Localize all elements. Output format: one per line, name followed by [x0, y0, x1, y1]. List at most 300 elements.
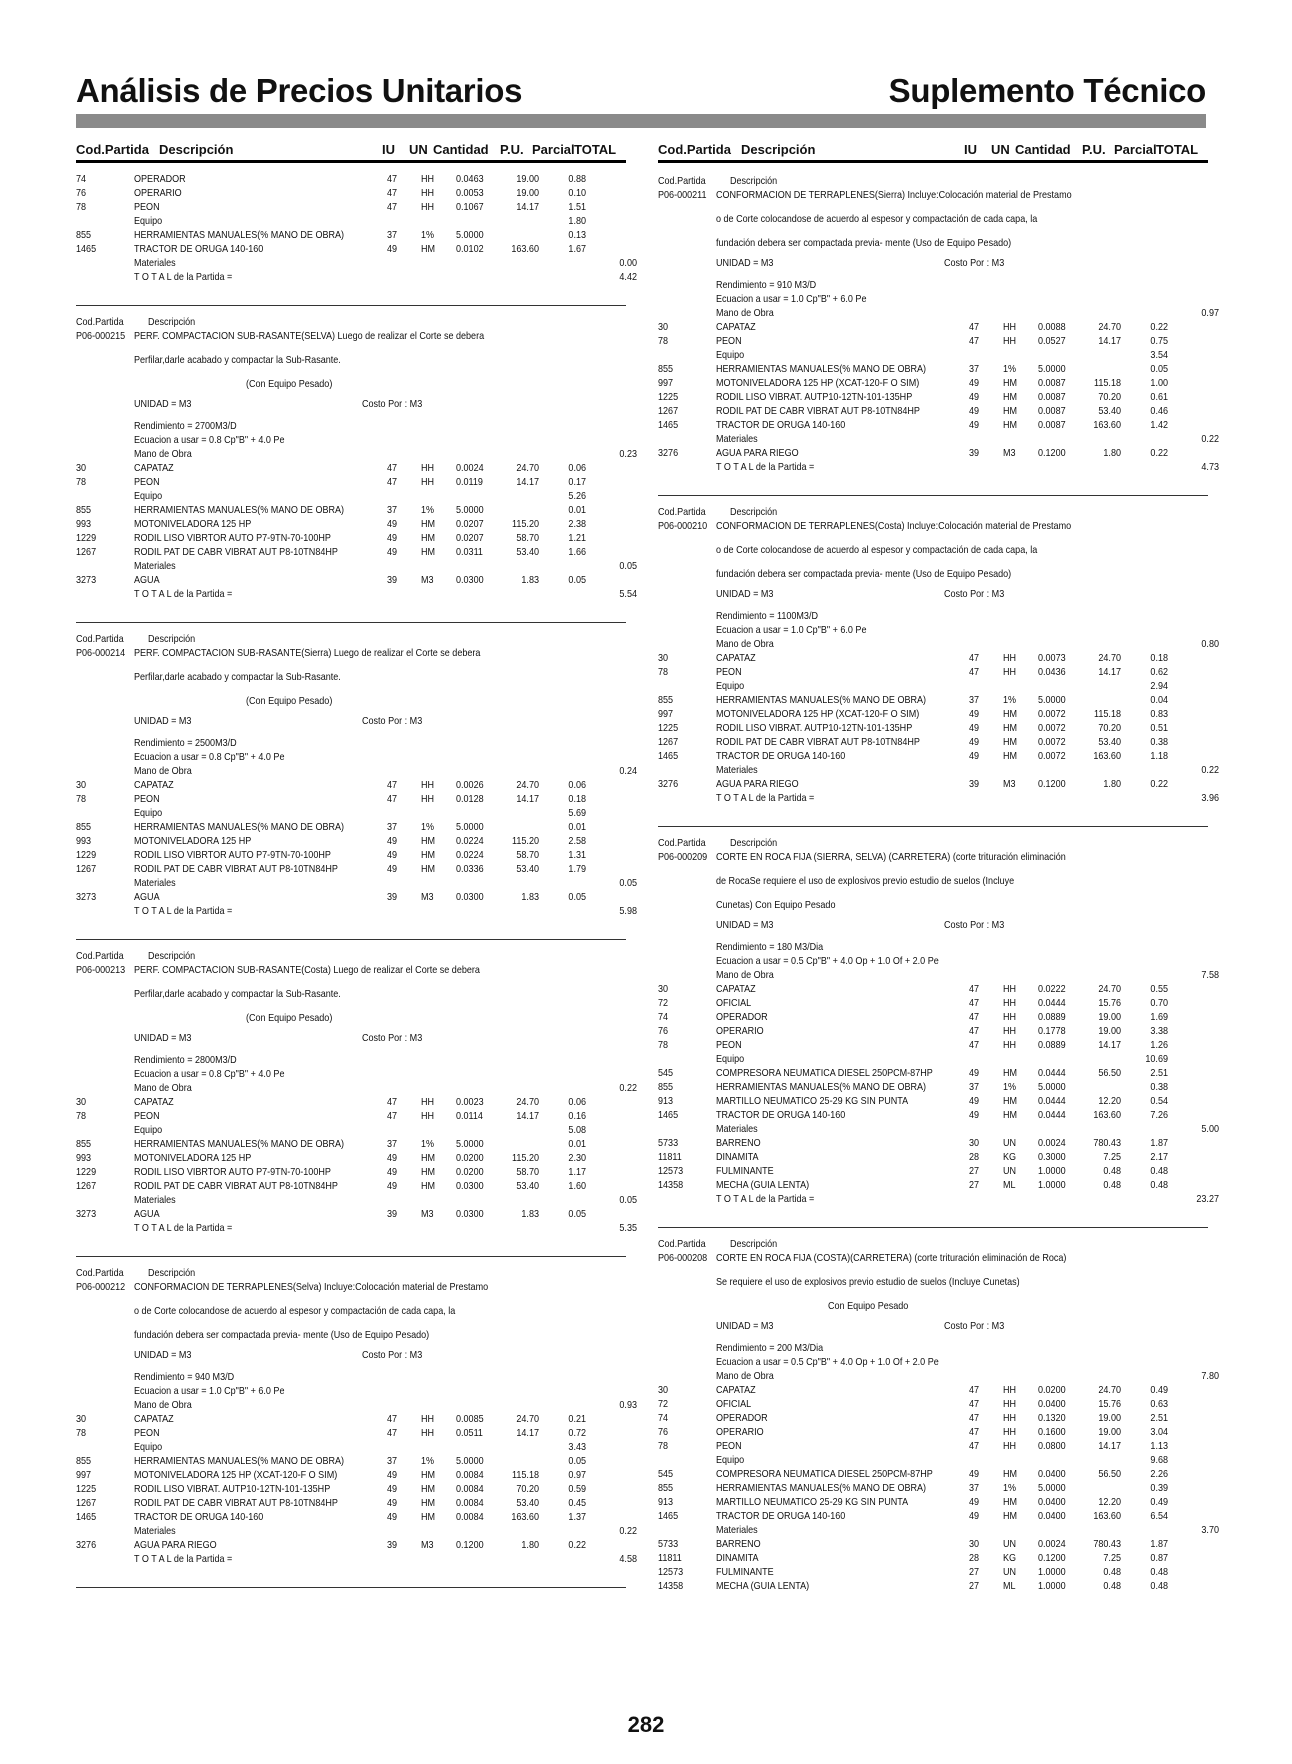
mano-de-obra-total: 0.24	[619, 765, 637, 777]
row-description: DINAMITA	[715, 1151, 759, 1163]
row-total: 5.00	[1201, 1123, 1219, 1135]
partida-description: CORTE EN ROCA FIJA (COSTA)(CARRETERA) (corte trituración eliminación de Roca)	[715, 1252, 1067, 1264]
row-description: HERRAMIENTAS MANUALES(% MANO DE OBRA)	[715, 694, 927, 706]
partida-description-2: Perfilar,darle acabado y compactar la Sub-Rasante.	[133, 671, 341, 683]
col-iu: IU	[382, 142, 395, 157]
row-pu: 24.70	[1098, 652, 1121, 664]
row-un: HH	[1002, 666, 1017, 678]
row-code: 1465	[658, 750, 679, 762]
row-code: 78	[658, 335, 669, 347]
mano-de-obra-label: Mano de Obra	[715, 1370, 774, 1382]
row-code: 3276	[76, 1539, 97, 1551]
row-code: 1465	[76, 243, 97, 255]
col-un: UN	[409, 142, 428, 157]
row-code: 855	[76, 229, 92, 241]
row-cantidad: 0.0200	[455, 1152, 484, 1164]
row-iu: 37	[386, 504, 398, 516]
row-iu: 47	[968, 997, 980, 1009]
row-pu: 1.80	[1103, 778, 1121, 790]
partida-desc-label: Descripción	[147, 633, 196, 645]
row-cantidad: 5.0000	[1037, 363, 1066, 375]
partida-title	[76, 964, 626, 978]
row-parcial: 0.21	[568, 1413, 586, 1425]
row-description: PEON	[715, 335, 742, 347]
row-parcial: 0.18	[1150, 652, 1168, 664]
row-code: 545	[658, 1067, 674, 1079]
col-total: TOTAL	[1156, 142, 1199, 157]
row-code: 1465	[76, 1511, 97, 1523]
mano-de-obra-total: 0.80	[1201, 638, 1219, 650]
partida-label: Cod.Partida	[658, 837, 706, 849]
partida-description: PERF. COMPACTACION SUB-RASANTE(Sierra) Luego de realizar el Corte se debera	[133, 647, 481, 659]
subtotal-row	[658, 461, 1219, 475]
row-pu: 19.00	[516, 173, 539, 185]
row-iu: 47	[968, 1426, 980, 1438]
row-parcial: 0.59	[568, 1483, 586, 1495]
table-row	[658, 1552, 1208, 1566]
table-row	[76, 1413, 626, 1427]
partida-label: Cod.Partida	[76, 633, 124, 645]
row-iu: 47	[386, 1413, 398, 1425]
row-un: HH	[1002, 1384, 1017, 1396]
row-code: 14358	[658, 1580, 684, 1592]
row-un: HH	[420, 779, 435, 791]
table-row	[658, 405, 1208, 419]
row-cantidad: 0.0800	[1037, 1440, 1066, 1452]
table-row	[76, 1166, 626, 1180]
row-parcial: 1.51	[568, 201, 586, 213]
table-row	[658, 1039, 1208, 1053]
partida-labels	[76, 950, 626, 964]
row-cantidad: 5.0000	[455, 504, 484, 516]
row-parcial: 0.22	[568, 1539, 586, 1551]
row-parcial: 0.70	[1150, 997, 1168, 1009]
row-description: COMPRESORA NEUMATICA DIESEL 250PCM-87HP	[715, 1067, 933, 1079]
subtotal-row	[76, 1441, 626, 1455]
row-un: M3	[420, 574, 434, 586]
table-row	[76, 1110, 626, 1124]
row-cantidad: 0.0085	[455, 1413, 484, 1425]
row-code: 1229	[76, 1166, 97, 1178]
row-description: MECHA (GUIA LENTA)	[715, 1179, 810, 1191]
row-description: Materiales	[715, 1524, 758, 1536]
row-description: HERRAMIENTAS MANUALES(% MANO DE OBRA)	[133, 1138, 345, 1150]
table-row	[658, 983, 1208, 997]
row-parcial: 0.83	[1150, 708, 1168, 720]
row-code: 14358	[658, 1179, 684, 1191]
table-row	[658, 1137, 1208, 1151]
row-code: 72	[658, 997, 669, 1009]
row-description: T O T A L de la Partida =	[715, 1193, 815, 1205]
row-cantidad: 0.0224	[455, 849, 484, 861]
partida-description-3: (Con Equipo Pesado)	[245, 378, 333, 390]
unidad: UNIDAD = M3	[715, 588, 774, 600]
row-parcial: 1.13	[1150, 1440, 1168, 1452]
row-cantidad: 1.0000	[1037, 1179, 1066, 1191]
row-code: 1267	[76, 863, 97, 875]
row-code: 76	[76, 187, 87, 199]
row-parcial: 0.01	[568, 821, 586, 833]
row-iu: 47	[386, 462, 398, 474]
row-cantidad: 0.0300	[455, 574, 484, 586]
row-parcial: 3.43	[568, 1441, 586, 1453]
row-description: Equipo	[715, 1454, 745, 1466]
table-row	[76, 835, 626, 849]
unidad: UNIDAD = M3	[133, 715, 192, 727]
row-iu: 49	[968, 377, 980, 389]
partida-description-2: de RocaSe requiere el uso de explosivos previo estudio de suelos (Incluye	[715, 875, 1015, 887]
col-parcial: Parcial	[532, 142, 575, 157]
row-description: Equipo	[715, 1053, 745, 1065]
row-code: 855	[76, 1455, 92, 1467]
row-cantidad: 0.0087	[1037, 391, 1066, 403]
row-code: 997	[658, 708, 674, 720]
mano-de-obra-total: 0.22	[619, 1082, 637, 1094]
row-description: RODIL PAT DE CABR VIBRAT AUT P8-10TN84HP	[715, 405, 920, 417]
row-parcial: 0.39	[1150, 1482, 1168, 1494]
partida-label: Cod.Partida	[76, 1267, 124, 1279]
table-row	[76, 476, 626, 490]
partida-description: CONFORMACION DE TERRAPLENES(Selva) Incluye:Colocación material de Prestamo	[133, 1281, 489, 1293]
table-row	[658, 447, 1208, 461]
mano-de-obra-line	[76, 1082, 637, 1096]
row-un: 1%	[420, 504, 435, 516]
row-description: RODIL LISO VIBRTOR AUTO P7-9TN-70-100HP	[133, 532, 331, 544]
row-parcial: 2.58	[568, 835, 586, 847]
row-iu: 49	[386, 849, 398, 861]
ecuacion: Ecuacion a usar = 0.8 Cp"B" + 4.0 Pe	[133, 1068, 285, 1080]
row-code: 30	[658, 983, 669, 995]
row-pu: 14.17	[516, 476, 539, 488]
row-un: HM	[1002, 1468, 1018, 1480]
row-pu: 163.60	[511, 243, 539, 255]
row-parcial: 0.61	[1150, 391, 1168, 403]
partida-desc-2	[76, 988, 626, 1002]
row-code: 78	[76, 201, 87, 213]
mano-de-obra-total: 0.97	[1201, 307, 1219, 319]
column-header	[76, 140, 626, 163]
row-cantidad: 0.0072	[1037, 750, 1066, 762]
row-pu: 115.20	[512, 1152, 539, 1164]
row-un: M3	[1002, 447, 1016, 459]
row-parcial: 0.49	[1150, 1496, 1168, 1508]
mano-de-obra-line	[658, 1370, 1219, 1384]
row-cantidad: 5.0000	[1037, 1081, 1066, 1093]
header-right-title: Suplemento Técnico	[888, 72, 1206, 109]
row-un: HM	[1002, 1095, 1018, 1107]
table-row	[76, 546, 626, 560]
row-description: CAPATAZ	[133, 1413, 174, 1425]
row-iu: 49	[386, 863, 398, 875]
partida-block	[658, 827, 1219, 1228]
partida-description-3: fundación debera ser compactada previa- mente (Uso de Equipo Pesado)	[715, 237, 1012, 249]
table-row	[76, 1208, 626, 1222]
unidad: UNIDAD = M3	[133, 398, 192, 410]
row-cantidad: 0.0224	[455, 835, 484, 847]
costo-por: Costo Por : M3	[361, 1032, 423, 1044]
row-un: HH	[420, 201, 435, 213]
row-code: 78	[658, 666, 669, 678]
table-row	[76, 1469, 626, 1483]
subtotal-row	[76, 215, 626, 229]
row-cantidad: 0.0889	[1037, 1011, 1066, 1023]
row-iu: 47	[386, 1427, 398, 1439]
row-pu: 19.00	[1098, 1025, 1121, 1037]
row-code: 30	[76, 462, 87, 474]
row-un: 1%	[1002, 694, 1017, 706]
row-parcial: 2.51	[1150, 1412, 1168, 1424]
row-code: 855	[76, 504, 92, 516]
row-pu: 53.40	[516, 546, 539, 558]
row-pu: 19.00	[516, 187, 539, 199]
row-iu: 47	[386, 476, 398, 488]
row-pu: 14.17	[1098, 1440, 1121, 1452]
partida-code: P06-000213	[76, 964, 126, 976]
row-pu: 15.76	[1098, 997, 1121, 1009]
row-parcial: 6.54	[1150, 1510, 1168, 1522]
row-iu: 49	[386, 546, 398, 558]
table-row	[658, 335, 1208, 349]
row-parcial: 1.69	[1150, 1011, 1168, 1023]
row-un: HM	[1002, 1496, 1018, 1508]
row-parcial: 0.06	[568, 1096, 586, 1108]
row-description: TRACTOR DE ORUGA 140-160	[715, 1510, 846, 1522]
row-code: 30	[658, 652, 669, 664]
row-un: HH	[420, 1413, 435, 1425]
table-row	[76, 863, 626, 877]
row-parcial: 0.48	[1150, 1179, 1168, 1191]
row-cantidad: 0.0400	[1037, 1496, 1066, 1508]
row-iu: 49	[968, 1468, 980, 1480]
row-parcial: 0.49	[1150, 1384, 1168, 1396]
row-code: 1225	[76, 1483, 97, 1495]
block-separator	[76, 1587, 626, 1588]
row-parcial: 0.06	[568, 779, 586, 791]
table-row	[658, 1011, 1208, 1025]
partida-desc-label: Descripción	[147, 1267, 196, 1279]
subtotal-row	[658, 433, 1219, 447]
partida-desc-2	[658, 875, 1208, 889]
row-cantidad: 0.0444	[1037, 1067, 1066, 1079]
row-iu: 47	[386, 793, 398, 805]
row-pu: 12.20	[1098, 1496, 1121, 1508]
row-pu: 56.50	[1098, 1468, 1121, 1480]
row-iu: 27	[968, 1165, 980, 1177]
rendimiento: Rendimiento = 2800M3/D	[133, 1054, 237, 1066]
row-iu: 49	[386, 243, 398, 255]
partida-title	[658, 520, 1208, 534]
row-description: OPERADOR	[133, 173, 186, 185]
row-iu: 37	[968, 694, 980, 706]
row-pu: 24.70	[1098, 321, 1121, 333]
row-code: 3276	[658, 778, 679, 790]
partida-label: Cod.Partida	[658, 506, 706, 518]
subtotal-row	[658, 349, 1208, 363]
partida-labels	[76, 316, 626, 330]
rendimiento: Rendimiento = 1100M3/D	[715, 610, 818, 622]
row-parcial: 7.26	[1150, 1109, 1168, 1121]
row-description: Materiales	[715, 1123, 758, 1135]
row-iu: 49	[386, 1483, 398, 1495]
row-iu: 49	[968, 391, 980, 403]
table-row	[76, 891, 626, 905]
subtotal-row	[76, 271, 637, 285]
row-cantidad: 0.0087	[1037, 419, 1066, 431]
table-row	[76, 187, 626, 201]
subtotal-row	[658, 1193, 1219, 1207]
row-un: HH	[420, 462, 435, 474]
mano-de-obra-label: Mano de Obra	[133, 1082, 192, 1094]
row-parcial: 9.68	[1150, 1454, 1168, 1466]
row-description: T O T A L de la Partida =	[133, 1553, 233, 1565]
row-cantidad: 0.1067	[455, 201, 484, 213]
row-cantidad: 0.0511	[455, 1427, 483, 1439]
row-description: Equipo	[133, 490, 163, 502]
unidad-line	[658, 257, 1208, 271]
subtotal-row	[76, 807, 626, 821]
ecuacion-line	[658, 624, 1208, 638]
row-cantidad: 0.0207	[455, 532, 484, 544]
partida-desc-3	[658, 568, 1208, 582]
row-iu: 37	[968, 1081, 980, 1093]
row-iu: 39	[968, 447, 980, 459]
col-un: UN	[991, 142, 1010, 157]
row-un: ML	[1002, 1580, 1016, 1592]
row-pu: 115.18	[512, 1469, 539, 1481]
row-un: HH	[420, 1110, 435, 1122]
row-cantidad: 0.0087	[1037, 405, 1066, 417]
row-description: OPERADOR	[715, 1412, 768, 1424]
row-total: 0.22	[619, 1525, 637, 1537]
row-pu: 12.20	[1098, 1095, 1121, 1107]
row-description: AGUA	[133, 1208, 160, 1220]
row-code: 30	[76, 1096, 87, 1108]
row-parcial: 2.94	[1150, 680, 1168, 692]
partida-code: P06-000211	[658, 189, 707, 201]
table-row	[658, 321, 1208, 335]
partida-title	[658, 189, 1208, 203]
row-description: RODIL PAT DE CABR VIBRAT AUT P8-10TN84HP	[133, 1497, 338, 1509]
row-cantidad: 0.0463	[455, 173, 484, 185]
row-total: 0.05	[619, 560, 637, 572]
subtotal-row	[76, 588, 637, 602]
partida-description-3: (Con Equipo Pesado)	[245, 695, 333, 707]
row-cantidad: 0.0087	[1037, 377, 1066, 389]
partida-desc-2	[658, 213, 1208, 227]
rendimiento-line	[658, 1342, 1208, 1356]
partida-labels	[658, 837, 1208, 851]
row-description: CAPATAZ	[715, 321, 756, 333]
ecuacion: Ecuacion a usar = 0.8 Cp"B" + 4.0 Pe	[133, 434, 285, 446]
row-code: 855	[76, 1138, 92, 1150]
costo-por: Costo Por : M3	[943, 588, 1005, 600]
row-pu: 58.70	[516, 532, 539, 544]
subtotal-row	[76, 1525, 637, 1539]
row-cantidad: 0.0088	[1037, 321, 1066, 333]
row-parcial: 0.97	[568, 1469, 586, 1481]
row-description: BARRENO	[715, 1137, 761, 1149]
row-cantidad: 0.3000	[1037, 1151, 1066, 1163]
row-code: 1465	[658, 1109, 679, 1121]
row-iu: 39	[386, 891, 398, 903]
row-pu: 19.00	[1098, 1011, 1121, 1023]
partida-description-2: Perfilar,darle acabado y compactar la Sub-Rasante.	[133, 988, 341, 1000]
partida-title	[76, 1281, 626, 1295]
row-description: Materiales	[133, 257, 176, 269]
partida-block	[76, 306, 637, 623]
row-un: HH	[1002, 1039, 1017, 1051]
row-pu: 1.83	[521, 891, 539, 903]
row-iu: 49	[968, 419, 980, 431]
row-description: OPERARIO	[715, 1025, 764, 1037]
partida-title	[76, 330, 626, 344]
ecuacion-line	[658, 955, 1208, 969]
row-un: HM	[1002, 1510, 1018, 1522]
row-parcial: 1.31	[568, 849, 586, 861]
row-pu: 115.18	[1094, 708, 1121, 720]
row-iu: 47	[968, 983, 980, 995]
row-cantidad: 0.0084	[455, 1483, 484, 1495]
row-description: HERRAMIENTAS MANUALES(% MANO DE OBRA)	[715, 363, 927, 375]
table-row	[658, 1482, 1208, 1496]
row-cantidad: 0.1778	[1037, 1025, 1066, 1037]
row-description: Materiales	[133, 1194, 176, 1206]
row-code: 78	[658, 1039, 669, 1051]
rendimiento: Rendimiento = 2700M3/D	[133, 420, 237, 432]
rendimiento: Rendimiento = 940 M3/D	[133, 1371, 235, 1383]
left-column	[76, 140, 637, 1588]
row-parcial: 0.10	[568, 187, 586, 199]
row-un: HM	[1002, 377, 1018, 389]
row-un: HM	[420, 518, 436, 530]
row-code: 1229	[76, 532, 97, 544]
row-un: HM	[1002, 391, 1018, 403]
row-cantidad: 0.0102	[455, 243, 484, 255]
row-cantidad: 0.0200	[455, 1166, 484, 1178]
row-iu: 28	[968, 1552, 980, 1564]
row-iu: 47	[968, 1039, 980, 1051]
subtotal-row	[658, 792, 1219, 806]
row-un: M3	[1002, 778, 1016, 790]
row-description: Equipo	[715, 680, 745, 692]
row-parcial: 0.48	[1150, 1566, 1168, 1578]
subtotal-row	[76, 905, 637, 919]
rendimiento: Rendimiento = 910 M3/D	[715, 279, 817, 291]
row-un: HH	[1002, 1025, 1017, 1037]
row-parcial: 3.38	[1150, 1025, 1168, 1037]
row-description: TRACTOR DE ORUGA 140-160	[715, 750, 846, 762]
partida-block	[76, 623, 637, 940]
row-parcial: 2.26	[1150, 1468, 1168, 1480]
row-un: HH	[420, 187, 435, 199]
partida-block	[658, 163, 1219, 496]
row-iu: 49	[968, 1496, 980, 1508]
row-pu: 0.48	[1103, 1580, 1121, 1592]
row-description: RODIL LISO VIBRTOR AUTO P7-9TN-70-100HP	[133, 1166, 331, 1178]
row-description: Materiales	[715, 764, 758, 776]
rendimiento: Rendimiento = 180 M3/Dia	[715, 941, 824, 953]
row-parcial: 0.48	[1150, 1580, 1168, 1592]
partida-block	[76, 163, 637, 306]
row-description: RODIL PAT DE CABR VIBRAT AUT P8-10TN84HP	[133, 863, 338, 875]
row-un: HH	[1002, 1426, 1017, 1438]
row-un: HH	[1002, 321, 1017, 333]
row-description: T O T A L de la Partida =	[715, 792, 815, 804]
row-parcial: 2.51	[1150, 1067, 1168, 1079]
row-un: 1%	[420, 1455, 435, 1467]
row-parcial: 0.22	[1150, 321, 1168, 333]
table-row	[658, 363, 1208, 377]
